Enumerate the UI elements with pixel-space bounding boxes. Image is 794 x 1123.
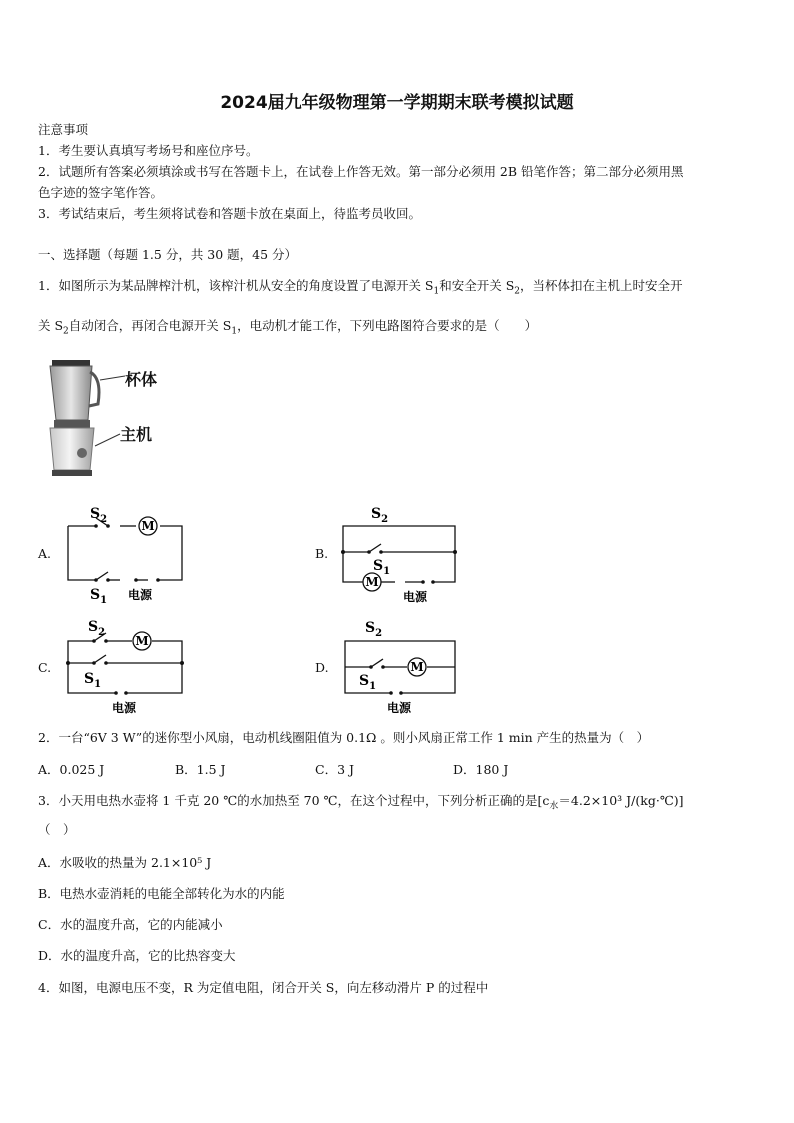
- option-d-label: D.: [315, 660, 329, 675]
- notice-item: 1．考生要认真填写考场号和座位序号。: [38, 143, 259, 158]
- notice-item: 2．试题所有答案必须填涂或书写在答题卡上，在试卷上作答无效。第一部分必须用 2B 铅笔作答；第二部分必须用黑: [38, 164, 684, 179]
- label-base: 主机: [120, 425, 153, 444]
- q2-stem: 2．一台“6V 3 W”的迷你型小风扇，电动机线圈阻值为 0.1Ω 。则小风扇正常工作 1 min 产生的热量为（ ）: [38, 730, 650, 745]
- q4-stem: 4．如图，电源电压不变，R 为定值电阻，闭合开关 S，向左移动滑片 P 的过程中: [38, 980, 489, 995]
- svg-text:电源: 电源: [403, 590, 428, 604]
- svg-text:S1: $S_1$: [90, 587, 108, 606]
- svg-text:S1: $S_1$: [84, 671, 102, 690]
- svg-text:S2: $S_2$: [88, 619, 106, 638]
- option-b-label: B.: [315, 546, 329, 561]
- svg-text:电源: 电源: [112, 701, 137, 715]
- q2-option-d: D．180 J: [453, 762, 509, 777]
- svg-text:电源: 电源: [387, 701, 412, 715]
- option-c-label: C.: [38, 660, 52, 675]
- svg-text:S2: $S_2$: [365, 620, 383, 639]
- q2-option-a: A．0.025 J: [38, 762, 105, 777]
- label-cup: 杯体: [125, 370, 158, 389]
- circuit-c: [60, 615, 190, 720]
- svg-text:S2: $S_2$: [90, 506, 108, 525]
- svg-text:S1: $S_1$: [373, 558, 391, 577]
- section-heading: 一、选择题（每题 1.5 分，共 30 题，45 分）: [38, 247, 298, 262]
- q2-option-c: C．3 J: [315, 762, 355, 777]
- q3-option-a: A．水吸收的热量为 2.1×10⁵ J: [38, 855, 212, 870]
- q3-stem: 3．小天用电热水壶将 1 千克 20 ℃的水加热至 70 ℃，在这个过程中，下列分析正确的是[$c_水=4.2\times 10^3$ J/(kg·℃)]: [38, 793, 684, 812]
- circuit-a: [60, 502, 190, 607]
- notice-item: 色字迹的签字笔作答。: [38, 185, 164, 200]
- circuit-d: [335, 615, 465, 720]
- svg-text:S1: $S_1$: [359, 673, 377, 692]
- q3-option-c: C．水的温度升高，它的内能减小: [38, 917, 223, 932]
- option-a-label: A.: [38, 546, 52, 561]
- notice-item: 3．考试结束后，考生须将试卷和答题卡放在桌面上，待监考员收回。: [38, 206, 421, 221]
- q3-option-b: B．电热水壶消耗的电能全部转化为水的内能: [38, 886, 285, 901]
- q2-option-b: B．1.5 J: [175, 762, 226, 777]
- svg-text:M: M: [135, 634, 149, 648]
- circuit-b: [335, 500, 465, 608]
- svg-text:M: M: [365, 575, 379, 589]
- motor-symbol: M: [141, 519, 155, 533]
- q3-paren: （ ）: [38, 822, 76, 837]
- svg-text:电源: 电源: [128, 588, 153, 602]
- q1-stem-line2: 关 $S_2$自动闭合，再闭合电源开关 $S_1$，电动机才能工作，下列电路图符合要求的是（ ）: [38, 318, 538, 337]
- q1-stem-line1: 1．如图所示为某品牌榨汁机，该榨汁机从安全的角度设置了电源开关 $S_1$和安全开关 $S_2$，当杯体扣在主机上时安全开: [38, 278, 683, 297]
- q3-option-d: D．水的温度升高，它的比热容变大: [38, 948, 236, 963]
- page-title: 2024届九年级物理第一学期期末联考模拟试题: [220, 93, 574, 113]
- svg-text:S2: $S_2$: [371, 506, 389, 525]
- svg-text:M: M: [410, 660, 424, 674]
- notice-heading: 注意事项: [38, 122, 89, 137]
